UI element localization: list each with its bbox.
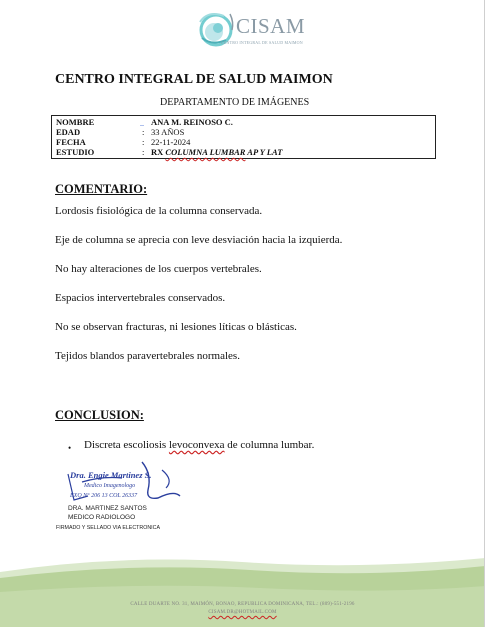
info-row-age [56, 127, 435, 137]
conclusion-part-2: de columna lumbar. [224, 439, 315, 451]
study-value [151, 147, 282, 157]
signer-role: MEDICO RADIOLOGO [68, 514, 136, 521]
stamp-line-1: Dra. Engie Martinez S. [70, 470, 152, 480]
logo-subtitle: CENTRO INTEGRAL DE SALUD MAIMON [221, 40, 303, 45]
conclusion-heading: CONCLUSION: [55, 408, 144, 422]
department-label: DEPARTAMENTO DE IMÁGENES [160, 97, 310, 108]
study-body: COLUMNA LUMBAR [165, 147, 246, 157]
study-colon: : [142, 147, 145, 157]
logo-wordmark: CISAM [236, 14, 306, 38]
patient-age: 33 AÑOS [151, 127, 185, 137]
study-prefix: RX [151, 147, 164, 157]
footer-wave [0, 548, 485, 627]
exam-date: 22-11-2024 [151, 137, 191, 147]
signature-stamp [62, 460, 192, 506]
date-label: FECHA [56, 137, 86, 147]
comment-line: No hay alteraciones de los cuerpos vertebrales. [55, 263, 262, 275]
stamp-line-3: EXQ N° 206 13 COL 26337 [70, 493, 138, 499]
name-label: NOMBRE [56, 117, 95, 127]
study-suffix: AP Y LAT [245, 147, 283, 157]
conclusion-text [84, 439, 314, 451]
conclusion-flagged-word: levoconvexa [168, 439, 225, 451]
age-label: EDAD [56, 127, 81, 137]
info-row-name [56, 117, 435, 127]
comment-line: Lordosis fisiológica de la columna conservada. [55, 205, 263, 217]
info-row-date [56, 137, 435, 147]
footer-email-text: CISAM.DR@HOTMAIL.COM [208, 610, 277, 615]
date-colon: : [142, 137, 145, 147]
comment-line: Tejidos blandos paravertebrales normales. [55, 350, 240, 362]
bullet-icon: • [68, 443, 72, 453]
signature-note: FIRMADO Y SELLADO VIA ELECTRONICA [56, 525, 161, 531]
patient-name: ANA M. REINOSO C. [151, 117, 233, 127]
patient-info-box [51, 115, 436, 159]
spell-mark-icon: .. [140, 119, 144, 128]
age-colon: : [142, 127, 145, 137]
signer-name: DRA. MARTINEZ SANTOS [68, 505, 147, 512]
conclusion-part-1: Discreta escoliosis [84, 439, 169, 451]
info-row-study [56, 147, 435, 157]
footer-address: CALLE DUARTE NO. 31, MAIMÓN, BONAO, REPUBLICA DOMINICANA, TEL.: (809)-551-2196 [130, 602, 355, 607]
comment-heading: COMENTARIO: [55, 182, 148, 196]
comment-line: Espacios intervertebrales conservados. [55, 292, 226, 304]
comment-line: Eje de columna se aprecia con leve desviación hacia la izquierda. [55, 234, 343, 246]
footer-email [0, 610, 485, 615]
document-title: CENTRO INTEGRAL DE SALUD MAIMON [55, 72, 333, 87]
stamp-line-2: Medico Imagenologo [84, 483, 136, 489]
comment-line: No se observan fracturas, ni lesiones líticas o blásticas. [55, 321, 297, 333]
study-label: ESTUDIO [56, 147, 95, 157]
